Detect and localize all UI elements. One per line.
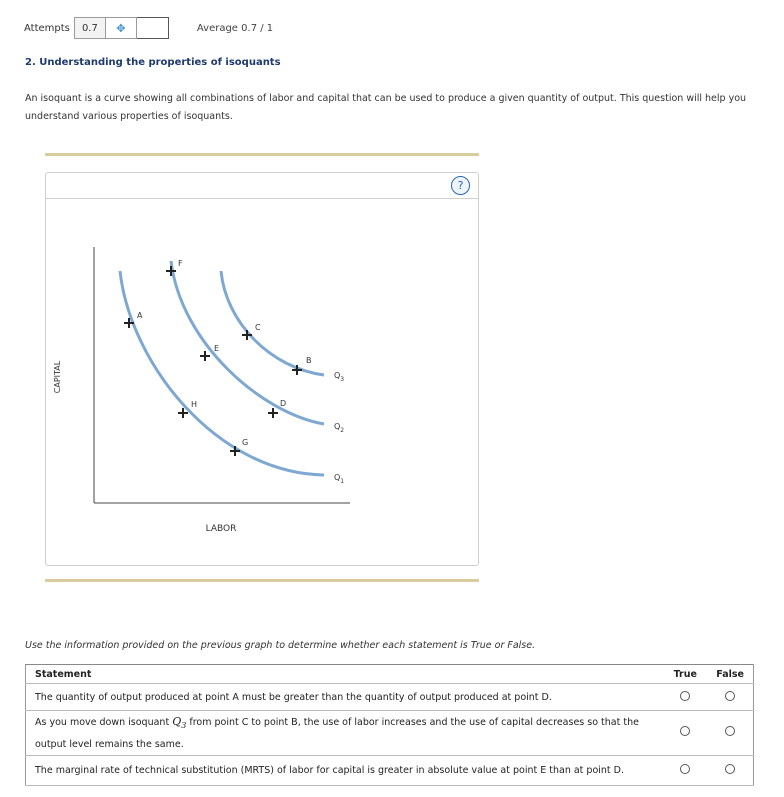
header-statement: Statement [26,665,664,684]
graph-panel [45,172,479,566]
question-intro: An isoquant is a curve showing all combinations of labor and capital that can be used to produce a given quantity of output. This question will help you understand various properties of isoquants. [25,93,747,122]
average-value: 0.7 / 1 [241,22,274,34]
y-axis-label: CAPITAL [53,360,62,394]
point-d-marker[interactable] [268,408,278,418]
point-g-label: G [242,438,249,447]
statement-text: The marginal rate of technical substitution (MRTS) of labor for capital is greater in absolute value at point E than at point D. [26,756,664,786]
attempts-details-button[interactable] [106,17,137,39]
row2-true-cell [663,711,707,756]
diamond-dots-icon: ✥ [116,21,126,35]
statement-text-part: As you move down isoquant [35,716,173,728]
statement-text: The quantity of output produced at point A must be greater than the quantity of output produced at point D. [26,684,664,711]
row3-false-radio[interactable] [725,764,735,774]
row2-false-cell [707,711,753,756]
isoquant-q1 [120,271,324,475]
help-icon[interactable]: ? [451,176,470,195]
header-true: True [663,665,707,684]
table-row [26,711,754,756]
point-e-marker[interactable] [200,351,210,361]
row3-false-cell [707,756,753,786]
bottom-divider [45,579,479,582]
average-score [197,23,273,34]
statement-text-part: from point C to point B, the use of labor increases and the use of capital decreases so that the output level remains the same. [35,716,639,751]
table-row [26,684,754,711]
row1-true-radio[interactable] [680,691,690,701]
attempts-bar [24,17,273,39]
average-label: Average [196,22,238,34]
row3-true-cell [663,756,707,786]
row2-true-radio[interactable] [680,726,690,736]
question-title: 2. Understanding the properties of isoquants [25,57,281,68]
point-b-label: B [306,356,312,365]
row1-false-cell [707,684,753,711]
attempts-label: Attempts [24,22,70,34]
top-divider [45,153,479,156]
isoquant-graph[interactable] [46,173,478,565]
isoquant-symbol [172,714,187,731]
label-q1: $Q_1$ [334,473,345,485]
label-q3: $Q_3$ [334,371,345,383]
row3-true-radio[interactable] [680,764,690,774]
row1-true-cell [663,684,707,711]
label-q2: $Q_2$ [334,422,345,434]
isoquant-symbol-sub: 3 [181,721,187,731]
attempts-value: 0.7 [74,17,106,39]
row1-false-radio[interactable] [725,691,735,701]
x-axis-label: LABOR [205,524,237,534]
attempts-extra-box [137,17,169,39]
statement-text [26,711,664,756]
point-e-label: E [214,344,220,353]
table-header-row [26,665,754,684]
row2-false-radio[interactable] [725,726,735,736]
isoquant-symbol-letter: Q [172,714,182,728]
point-a-label: A [137,311,143,320]
point-f-label: F [178,259,183,268]
point-c-marker[interactable] [242,330,252,340]
instruction-text: Use the information provided on the previous graph to determine whether each statement is True or False. [25,640,536,651]
table-row [26,756,754,786]
header-false: False [707,665,753,684]
point-c-label: C [255,323,261,332]
point-h-label: H [191,400,198,409]
statement-table [25,664,754,786]
point-d-label: D [280,399,287,408]
